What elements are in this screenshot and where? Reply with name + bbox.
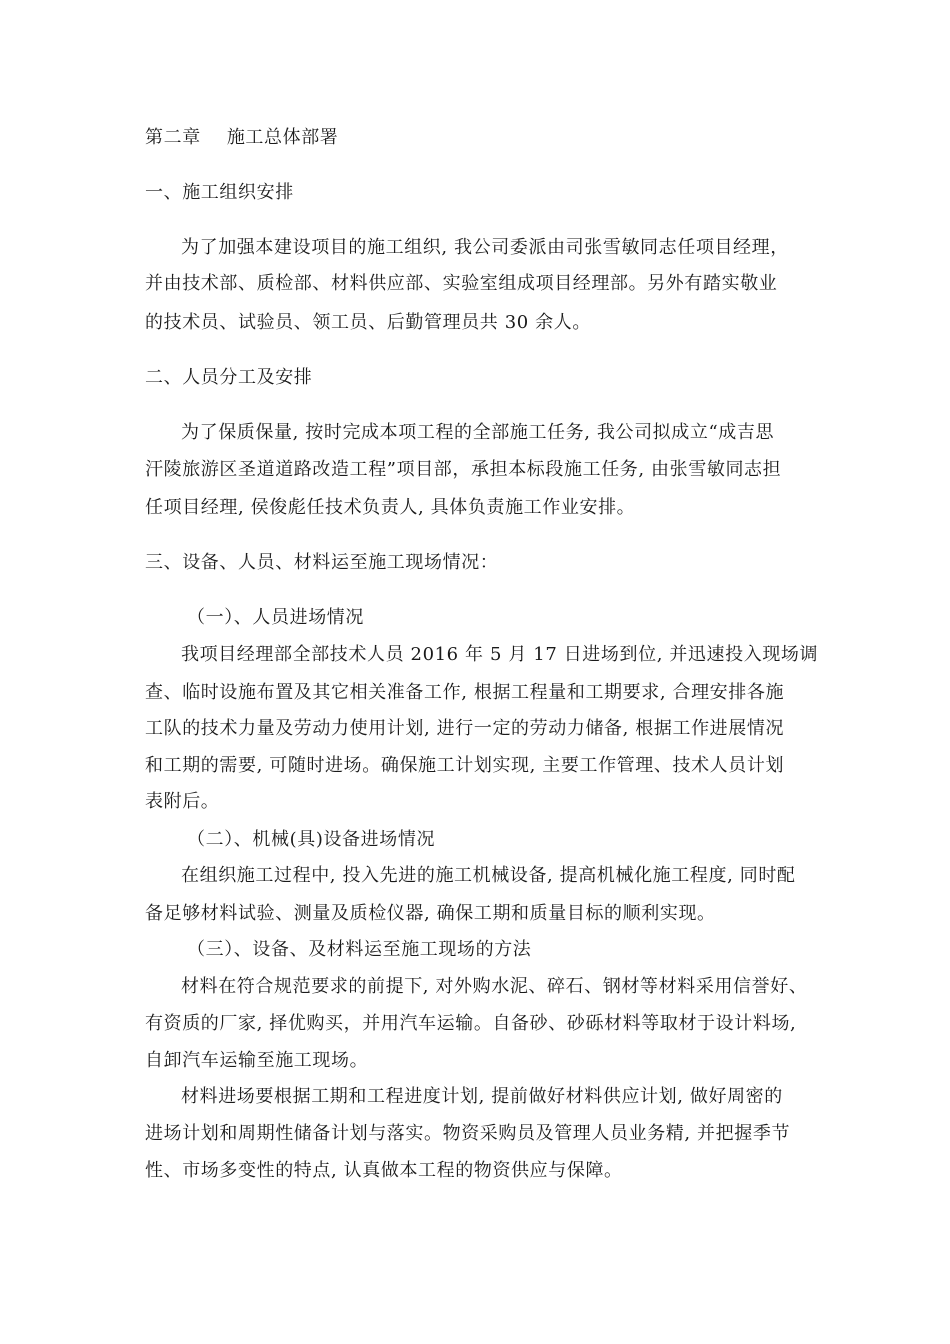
paragraph-line: 在组织施工过程中, 投入先进的施工机械设备, 提高机械化施工程度, 同时配 xyxy=(181,865,796,886)
section-heading-2: 二、人员分工及安排 xyxy=(145,367,313,388)
paragraph-line: 任项目经理, 侯俊彪任技术负责人, 具体负责施工作业安排。 xyxy=(145,497,636,518)
chapter-name: 施工总体部署 xyxy=(226,127,339,148)
subsection-heading-2: （二）、机械(具)设备进场情况 xyxy=(187,829,436,850)
paragraph-line: 和工期的需要, 可随时进场。确保施工计划实现, 主要工作管理、技术人员计划 xyxy=(145,755,785,776)
paragraph-line: 材料进场要根据工期和工程进度计划, 提前做好材料供应计划, 做好周密的 xyxy=(181,1086,783,1107)
paragraph-line: 汗陵旅游区圣道道路改造工程”项目部，承担本标段施工任务, 由张雪敏同志担 xyxy=(145,459,782,480)
paragraph-line: 为了加强本建设项目的施工组织, 我公司委派由司张雪敏同志任项目经理， xyxy=(181,237,789,258)
paragraph-line: 查、临时设施布置及其它相关准备工作, 根据工程量和工期要求, 合理安排各施 xyxy=(145,682,785,703)
paragraph-line: 并由技术部、质检部、材料供应部、实验室组成项目经理部。另外有踏实敬业 xyxy=(145,273,778,294)
paragraph-line: 为了保质保量, 按时完成本项工程的全部施工任务, 我公司拟成立“成吉思 xyxy=(181,422,775,443)
paragraph-line: 有资质的厂家, 择优购买，并用汽车运输。自备砂、砂砾材料等取材于设计料场, xyxy=(145,1013,797,1034)
paragraph-line: 表附后。 xyxy=(145,791,220,812)
paragraph-line: 进场计划和周期性储备计划与落实。物资采购员及管理人员业务精, 并把握季节 xyxy=(145,1123,791,1144)
subsection-heading-3: （三）、设备、及材料运至施工现场的方法 xyxy=(187,939,532,960)
chapter-title xyxy=(145,126,338,150)
section-heading-3: 三、设备、人员、材料运至施工现场情况： xyxy=(145,552,499,573)
section-heading-1: 一、施工组织安排 xyxy=(145,182,294,203)
paragraph-line: 备足够材料试验、测量及质检仪器, 确保工期和质量目标的顺利实现。 xyxy=(145,903,716,924)
paragraph-line: 工队的技术力量及劳动力使用计划, 进行一定的劳动力储备, 根据工作进展情况 xyxy=(145,718,785,739)
paragraph-line: 的技术员、试验员、领工员、后勤管理员共 30 余人。 xyxy=(145,312,591,333)
chapter-number: 第二章 xyxy=(145,127,201,148)
paragraph-line: 自卸汽车运输至施工现场。 xyxy=(145,1050,369,1071)
paragraph-line: 性、市场多变性的特点, 认真做本工程的物资供应与保障。 xyxy=(145,1160,623,1181)
paragraph-line: 材料在符合规范要求的前提下, 对外购水泥、碎石、钢材等材料采用信誉好、 xyxy=(181,976,808,997)
subsection-heading-1: （一）、人员进场情况 xyxy=(187,607,364,628)
paragraph-line: 我项目经理部全部技术人员 2016 年 5 月 17 日进场到位, 并迅速投入现场调 xyxy=(181,644,819,665)
